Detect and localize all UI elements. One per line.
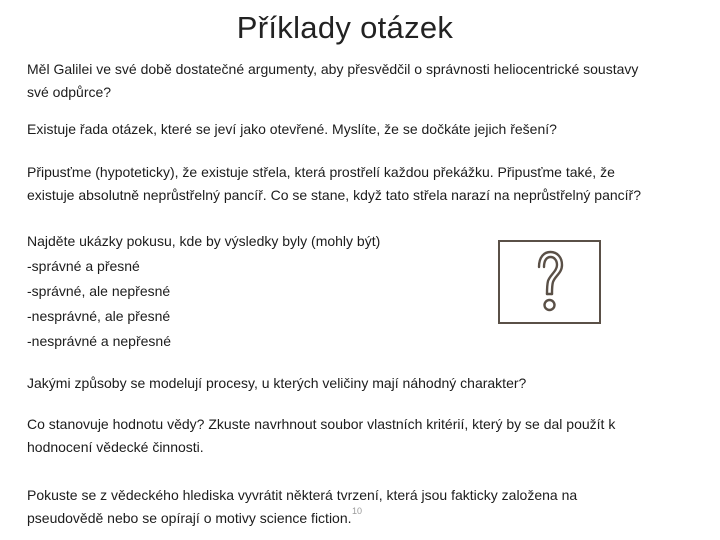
paragraph-line: Měl Galilei ve své době dostatečné argumenty, aby přesvědčil o správnosti heliocentrické soustavy: [27, 61, 639, 77]
paragraph-line: Najděte ukázky pokusu, kde by výsledky byly (mohly být): [27, 233, 381, 249]
paragraph-line: existuje absolutně neprůstřelný pancíř. Co se stane, když tato střela narazí na neprůstřelný pancíř?: [27, 187, 642, 203]
paragraph-line: pseudovědě nebo se opírají o motivy science fiction.: [27, 510, 352, 526]
list-item: -nesprávné a nepřesné: [27, 333, 171, 349]
list-item: -správné, ale nepřesné: [27, 283, 171, 299]
page-title: Příklady otázek: [236, 10, 454, 45]
paragraph-line: své odpůrce?: [27, 84, 112, 100]
question-paragraph: [27, 118, 697, 141]
page-number: 10: [352, 506, 363, 516]
question-mark-icon: [533, 248, 567, 316]
paragraph-line: hodnocení vědecké činnosti.: [27, 439, 204, 455]
paragraph-line: Co stanovuje hodnotu vědy? Zkuste navrhnout soubor vlastních kritérií, který by se dal použít k: [27, 416, 616, 432]
paragraph-line: Připusťme (hypoteticky), že existuje střela, která prostřelí každou překážku. Připusťme také, že: [27, 164, 615, 180]
paragraph-line: Pokuste se z vědeckého hlediska vyvrátit některá tvrzení, která jsou fakticky založena na: [27, 487, 578, 503]
question-paragraph: [27, 372, 697, 395]
question-paragraph: [27, 58, 697, 104]
list-item: -nesprávné, ale přesné: [27, 308, 171, 324]
question-paragraph: [27, 413, 697, 459]
question-mark-box: [498, 240, 601, 324]
paragraph-line: Jakými způsoby se modelují procesy, u kterých veličiny mají náhodný charakter?: [27, 375, 527, 391]
question-paragraph: [27, 161, 697, 207]
list-item: -správné a přesné: [27, 258, 140, 274]
paragraph-line: Existuje řada otázek, které se jeví jako otevřené. Myslíte, že se dočkáte jejich řešení?: [27, 121, 557, 137]
